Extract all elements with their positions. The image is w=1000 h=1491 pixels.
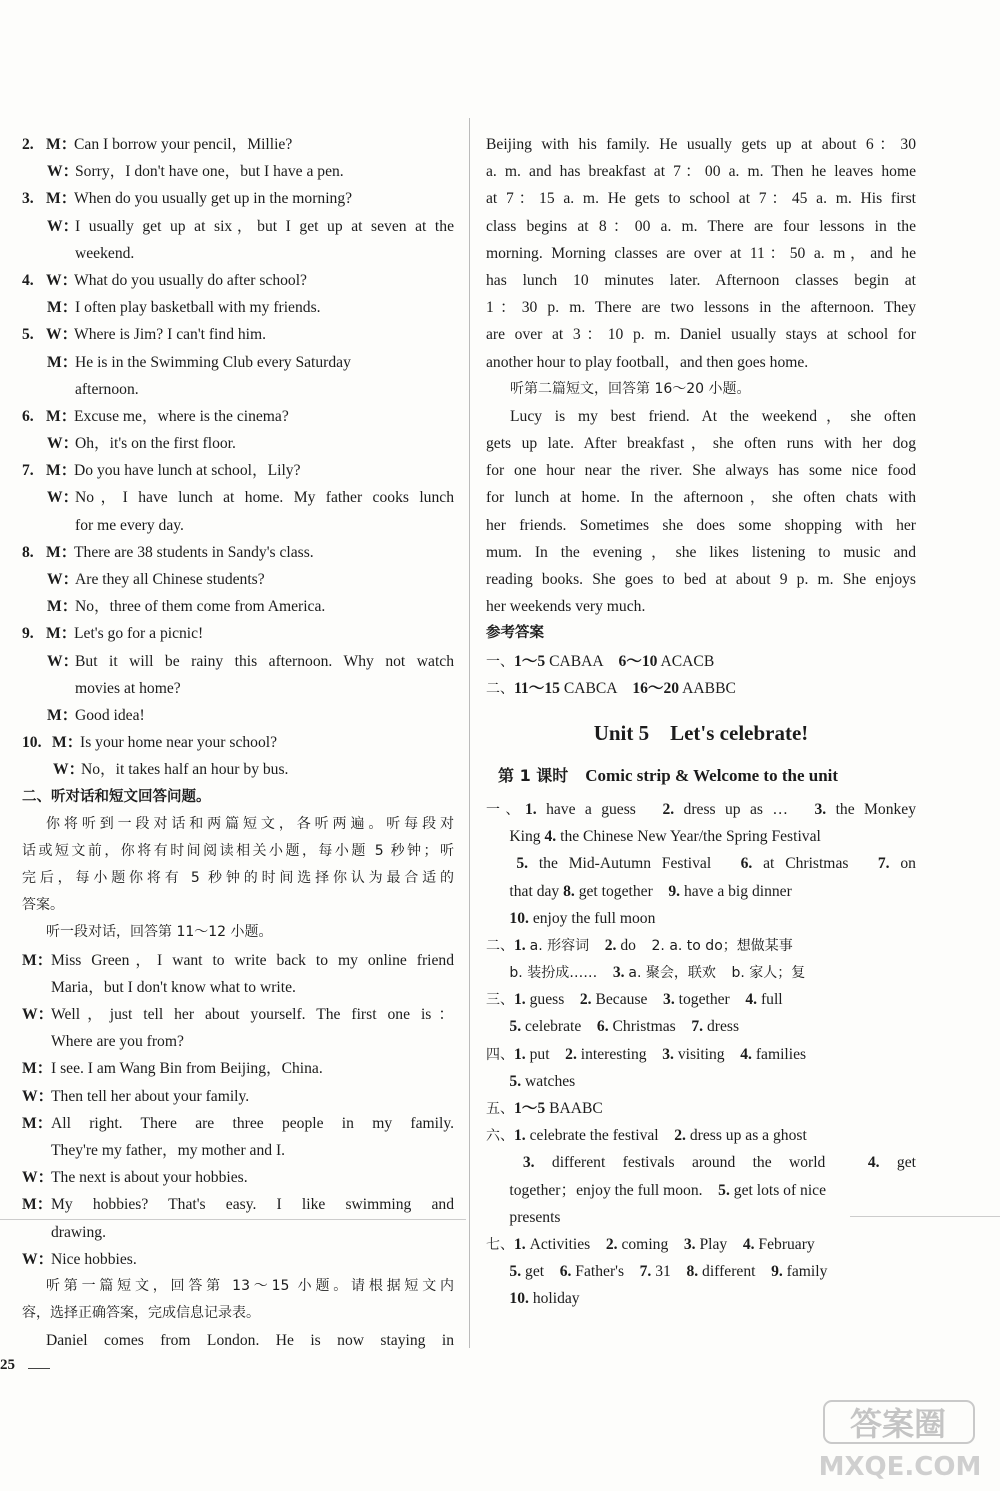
passage-line: another hour to play football，and then goes home. [486,353,809,371]
dialogue-line [22,1110,454,1137]
dialogue-text: for me every day. [75,516,184,534]
exercise-line [486,823,916,850]
dialogue-text: Where is Jim? I can't find him. [74,326,267,344]
speaker-label: M： [46,190,77,208]
exercise-answer: Christmas [612,1018,676,1036]
exercise-answer: dress [706,1018,740,1036]
page-number-rule [28,1368,50,1369]
item-number: 6. [559,1263,572,1281]
item-number: 2. [605,1235,618,1253]
exercise-answer: different [702,1263,756,1281]
lesson-label: 第 1 课时 [498,765,569,785]
dialogue-text: No，three of them come from America. [75,598,326,616]
speaker-label: W： [53,761,85,779]
lesson-heading [486,756,916,796]
speaker-label: M： [46,407,77,425]
answer-range: 16～20 [632,679,680,697]
dialogue-text: Excuse me，where is the cinema? [74,407,289,425]
exercise-answer: have a guess [546,800,636,818]
item-number: 3. [683,1235,696,1253]
item-number: 3. [612,964,625,982]
exercise-answer: dress up as a ghost [689,1127,807,1145]
passage-line: her friends. Sometimes she does some shopping with her [486,516,916,534]
exercise-answer: visiting [677,1045,725,1063]
dialogue-text: Is your home near your school? [80,734,278,752]
speaker-label: W： [46,271,78,289]
dialogue-text: I see. I am Wang Bin from Beijing，China. [51,1060,323,1078]
question-number: 7. [22,462,34,480]
question-number: 2. [22,136,34,153]
exercise-line [486,878,916,905]
exercise-line [486,959,916,986]
item-number: 2. [662,800,675,818]
exercise-answer: the Monkey [835,800,917,818]
exercise-answer: presents [509,1208,561,1226]
exercise-answer: different festivals around the world [551,1154,826,1172]
item-number: 3. [663,991,675,1009]
speaker-label: M： [46,625,77,643]
dialogue-line [22,702,454,729]
answer-line [486,648,916,675]
exercise-answer: celebrate the festival [529,1127,659,1145]
speaker-label: M： [46,136,77,153]
exercise-answer: watches [525,1072,576,1090]
indent-spacer [486,1154,523,1171]
speaker-label: M： [47,706,78,724]
passage-line: Beijing with his family. He usually gets up at about 6：30 [486,136,916,153]
exercise-answer: 31 [655,1263,671,1281]
dialogue-line [22,1164,454,1191]
speaker-label: W： [22,1169,54,1187]
passage-intro: 听第二篇短文，回答第 16～20 小题。 [510,380,751,397]
dialogue-text: There are 38 students in Sandy's class. [74,543,314,561]
passage-line: class begins at 8：00 a. m. There are four lessons in the [486,217,916,235]
exercise-answer: get [896,1154,916,1172]
speaker-label: M： [22,1060,53,1078]
passage-line: mum. In the evening，she likes listening to music and [486,543,916,561]
dialogue-line [22,1083,454,1110]
item-number: 5. [718,1181,730,1199]
dialogue-intro: 听一段对话，回答第 11～12 小题。 [46,924,273,941]
answer-range: 1～5 [514,652,546,670]
dialogue-line [22,1001,454,1028]
dialogue-line [22,593,454,620]
dialogue-text: Are they all Chinese students? [75,571,265,588]
dialogue-line [22,321,454,348]
passage-line: for lunch at home. In the afternoon，she often chats with [486,489,916,507]
dialogue-line [22,403,454,430]
exercise-answer: holiday [532,1290,580,1308]
dialogue-text: When do you usually get up in the morning? [74,190,353,208]
indent-spacer [486,1018,509,1035]
exercise-line [486,796,916,823]
dialogue-text: Good idea! [75,706,145,724]
dialogue-line [22,512,454,539]
left-column [22,131,454,1354]
speaker-label: W： [46,326,78,344]
exercise-label: 三、 [486,992,514,1009]
item-number: 1. [514,936,526,954]
indent-spacer [486,964,509,981]
exercise-line [486,986,916,1013]
instruction-line: 你将听到一段对话和两篇短文，各听两遍。听每段对 [46,815,454,832]
dialogue-line [22,430,454,457]
exercise-label: 五、 [486,1101,514,1117]
item-number: 5. [509,1072,522,1090]
indent-spacer [486,910,509,927]
exercise-line [486,1149,916,1176]
dialogue-line [22,484,454,511]
question-number: 4. [22,271,34,289]
dialogue-line [22,675,454,702]
dialogue-text: Oh，it's on the first floor. [75,435,236,453]
exercise-line [486,1258,916,1285]
dialogue-text: All right. There are three people in my family. [51,1114,454,1132]
exercise-answer: dress up as … [683,800,788,818]
passage-line: are over at 3：10 p. m. Daniel usually stays at school for [486,326,916,344]
item-number: 3. [814,800,827,818]
speaker-label: W： [22,1087,54,1105]
exercise-answer: get lots of nice [733,1181,827,1199]
indent-spacer [486,1073,509,1090]
speaker-label: M： [22,1196,53,1214]
speaker-label: W： [47,163,79,181]
speaker-label: W： [47,435,79,453]
item-number: 3. [522,1154,535,1172]
dialogue-text: Can I borrow your pencil，Millie? [74,136,293,153]
indent-spacer [486,828,509,845]
indent-spacer [486,855,516,872]
speaker-label: M： [46,462,77,480]
exercise-answer: have a big dinner [683,882,792,900]
speaker-label: M： [46,543,77,561]
exercise-answer: enjoy the full moon [532,909,656,927]
exercise-answer: 2. a. to do；想做某事 [651,937,793,954]
question-number: 8. [22,543,34,561]
item-number: 9. [668,882,681,900]
dialogue-text: Where are you from? [51,1033,184,1051]
column-divider [469,118,470,1348]
item-number: 4. [745,991,758,1009]
item-number: 2. [565,1045,577,1063]
dialogue-line [22,648,454,675]
dialogue-text: No，I have lunch at home. My father cooks lunch [75,489,454,507]
answer-range: 6～10 [618,652,658,670]
dialogue-line [22,240,454,267]
exercise-label: 六、 [486,1128,514,1145]
exercise-line [486,1095,916,1122]
dialogue-text: Well，just tell her about yourself. The first one is： [51,1006,454,1023]
speaker-label: M： [47,598,78,616]
item-number: 8. [686,1263,699,1281]
exercise-answer: a. 聚会，联欢 [628,965,716,982]
exercise-answer: Because [595,991,648,1009]
exercise-answer: a. 形容词 [529,937,590,954]
dialogue-text: afternoon. [75,380,139,398]
dialogue-line [22,1028,454,1055]
exercise-answer: on [900,855,916,873]
passage-line: Lucy is my best friend. At the weekend，she often [510,407,916,425]
item-number: 2. [604,936,617,954]
speaker-label: W： [47,489,79,507]
exercise-answer: full [760,991,783,1009]
speaker-label: M： [22,1114,53,1132]
question-number: 6. [22,407,34,425]
item-number: 2. [579,991,592,1009]
exercise-line [486,1122,916,1149]
answer-label: 一、 [486,653,514,670]
watermark-url: MXQE.COM [818,1452,982,1482]
item-number: 2. [674,1127,686,1145]
exercise-answer: families [755,1045,807,1063]
item-number: 4. [740,1045,752,1063]
passage-line: reading books. She goes to bed at about 9 p. m. She enjoys [486,571,916,588]
dialogue-line [22,131,454,158]
item-number: 1. [514,991,526,1009]
item-number: 7. [639,1263,652,1281]
indent-spacer [486,1290,509,1307]
item-number: 4. [544,828,557,846]
dialogue-text: My hobbies? That's easy. I like swimming and [51,1196,454,1214]
indent-spacer [486,1263,509,1280]
item-number: 5. [509,1263,522,1281]
page-number: 25 [0,1357,15,1373]
dialogue-line [22,1137,454,1164]
dialogue-text: He is in the Swimming Club every Saturday [75,353,351,371]
item-number: 4. [867,1154,880,1172]
dialogue-line [22,566,454,593]
exercise-line [486,905,916,932]
dialogue-line [22,1246,454,1273]
right-column [486,131,916,1313]
indent-spacer [486,883,509,900]
answer-value: ACACB [660,652,715,670]
question-number: 5. [22,326,34,344]
exercise-answer: family [786,1263,828,1281]
dialogue-text: Nice hobbies. [51,1250,137,1268]
passage-line: a. m. and has breakfast at 7：00 a. m. Then he leaves home [486,163,916,181]
dialogue-line [22,294,454,321]
dialogue-text: Do you have lunch at school，Lily? [74,462,301,480]
exercise-answer: Play [699,1235,728,1253]
exercise-line [486,1013,916,1040]
exercise-answer: that day [509,882,560,900]
dialogue-line [22,620,454,647]
dialogue-line [22,756,454,783]
lesson-title: Comic strip & Welcome to the unit [585,765,839,785]
item-number: 6. [596,1018,609,1036]
item-number: 7. [877,855,890,873]
dialogue-text: The next is about your hobbies. [51,1169,248,1187]
exercise-line [486,1285,916,1312]
exercise-answer: at Christmas [763,855,849,873]
dialogue-text: Maria，but I don't know what to write. [51,978,296,996]
dialogue-line [22,267,454,294]
watermark-text: 答案圈 [849,1405,947,1443]
speaker-label: W： [22,1006,54,1023]
exercise-label: 四、 [486,1046,514,1063]
answer-range: 11～15 [514,679,560,697]
exercise-answer: Father's [575,1263,625,1281]
dialogue-line [22,1191,454,1218]
item-number: 1. [514,1127,526,1145]
speaker-label: M： [22,951,53,969]
exercise-answer: February [758,1235,815,1253]
answer-line [486,675,916,702]
exercise-label: 二、 [486,937,514,954]
exercise-answer: b. 家人；复 [731,965,806,982]
exercise-answer: interesting [580,1045,647,1063]
dialogue-line [22,1055,454,1082]
item-number: 10. [509,1290,529,1308]
dialogue-line [22,1219,454,1246]
question-number: 10. [22,734,42,752]
unit-title: Unit 5 Let's celebrate! [593,720,809,745]
dialogue-line [22,974,454,1001]
passage-line: for one hour near the river. She always has some nice food [486,462,916,480]
dialogue-text: Miss Green，I want to write back to my online friend [51,951,454,969]
indent-spacer [486,1209,509,1226]
instruction-line: 话或短文前，你将有时间阅读相关小题，每小题 5 秒钟；听 [22,842,454,859]
speaker-label: W： [47,217,79,235]
question-number: 9. [22,625,34,643]
exercise-answer: the Mid-Autumn Festival [538,855,712,873]
dialogue-text: drawing. [51,1223,106,1241]
passage-line: 1：30 p. m. There are two lessons in the afternoon. They [486,299,916,317]
item-number: 6. [740,855,753,873]
exercise-answer: Activities [529,1235,591,1253]
question-number: 3. [22,190,34,208]
exercise-line [486,850,916,877]
item-number: 1. [524,800,537,818]
exercise-label: 七、 [486,1236,514,1253]
passage-line: gets up late. After breakfast，she often runs with her dog [486,435,916,453]
exercise-line [486,1204,916,1231]
watermark-logo [790,1395,990,1485]
exercise-answer: King [509,828,541,846]
passage-line: Daniel comes from London. He is now staying in [46,1332,454,1350]
dialogue-line [22,457,454,484]
dialogue-line [22,213,454,240]
exercise-answer: together [678,991,730,1009]
speaker-label: W： [22,1250,54,1268]
exercise-answer: put [529,1045,550,1063]
dialogue-line [22,349,454,376]
passage-line: morning. Morning classes are over at 11：50 a. m，and he [486,244,916,262]
item-number: 4. [742,1235,755,1253]
item-number: 7. [691,1018,704,1036]
exercise-line [486,1068,916,1095]
exercise-answer: coming [621,1235,669,1253]
dialogue-text: Then tell her about your family. [51,1087,250,1105]
passage-intro: 听第一篇短文，回答第 13～15 小题。请根据短文内 [46,1277,454,1294]
exercise-line [486,1041,916,1068]
exercise-answer: celebrate [525,1018,582,1036]
dialogue-text: weekend. [75,244,135,262]
speaker-label: M： [47,353,78,371]
dialogue-text: Let's go for a picnic! [74,625,204,643]
instruction-line: 完后，每小题你将有 5 秒钟的时间选择你认为最合适的 [22,870,454,887]
item-number: 10. [509,909,529,927]
item-number: 9. [771,1263,783,1281]
dialogue-line [22,729,454,756]
dialogue-text: I often play basketball with my friends. [75,299,321,317]
answer-value: AABBC [682,679,736,697]
dialogue-line [22,185,454,212]
exercise-line [486,932,916,959]
dialogue-text: I usually get up at six，but I get up at seven at the [75,217,454,235]
item-number: 8. [563,882,575,900]
dialogue-text: movies at home? [75,679,181,697]
item-number: 5. [509,1018,522,1036]
exercise-answer: the Chinese New Year/the Spring Festival [560,828,821,846]
answer-label: 二、 [486,680,514,697]
answer-range: 1～5 [514,1100,546,1117]
dialogue-line [22,158,454,185]
dialogue-line [22,947,454,974]
dialogue-text: They're my father，my mother and I. [51,1141,286,1159]
dialogue-text: What do you usually do after school? [74,271,307,289]
exercise-label: 一、 [486,801,525,818]
answer-value: CABCA [563,679,617,697]
exercise-answer: BAABC [549,1100,603,1117]
speaker-label: M： [52,734,83,752]
item-number: 5. [516,855,529,873]
dialogue-text: But it will be rainy this afternoon. Why not watch [75,652,454,670]
exercise-line [486,1231,916,1258]
speaker-label: W： [47,652,79,670]
exercise-answer: get together [578,882,653,900]
exercise-answer: b. 装扮成…… [509,965,598,982]
passage-line: has lunch 10 minutes later. Afternoon classes begin at [486,271,916,289]
item-number: 3. [662,1045,674,1063]
speaker-label: W： [47,571,79,588]
item-number: 1. [514,1235,526,1253]
passage-line: at 7：15 a. m. He gets to school at 7：45 a. m. His first [486,190,916,208]
indent-spacer [486,1182,509,1199]
exercise-answer: do [620,936,636,954]
section-heading: 二、听对话和短文回答问题。 [22,788,211,805]
passage-line: her weekends very much. [486,598,646,616]
answer-value: CABAA [549,652,603,670]
dialogue-line [22,376,454,403]
exercise-answer: get [525,1263,545,1281]
exercise-answer: together；enjoy the full moon. [509,1181,703,1199]
dialogue-text: Sorry，I don't have one，but I have a pen. [75,163,344,181]
instruction-line: 答案。 [22,897,64,914]
exercise-answer: guess [529,991,565,1009]
exercise-line [486,1177,916,1204]
answers-heading: 参考答案 [486,625,544,642]
dialogue-text: No，it takes half an hour by bus. [81,761,289,779]
speaker-label: M： [47,299,78,317]
dialogue-line [22,539,454,566]
passage-intro: 容，选择正确答案，完成信息记录表。 [22,1305,260,1322]
item-number: 1. [514,1045,526,1063]
